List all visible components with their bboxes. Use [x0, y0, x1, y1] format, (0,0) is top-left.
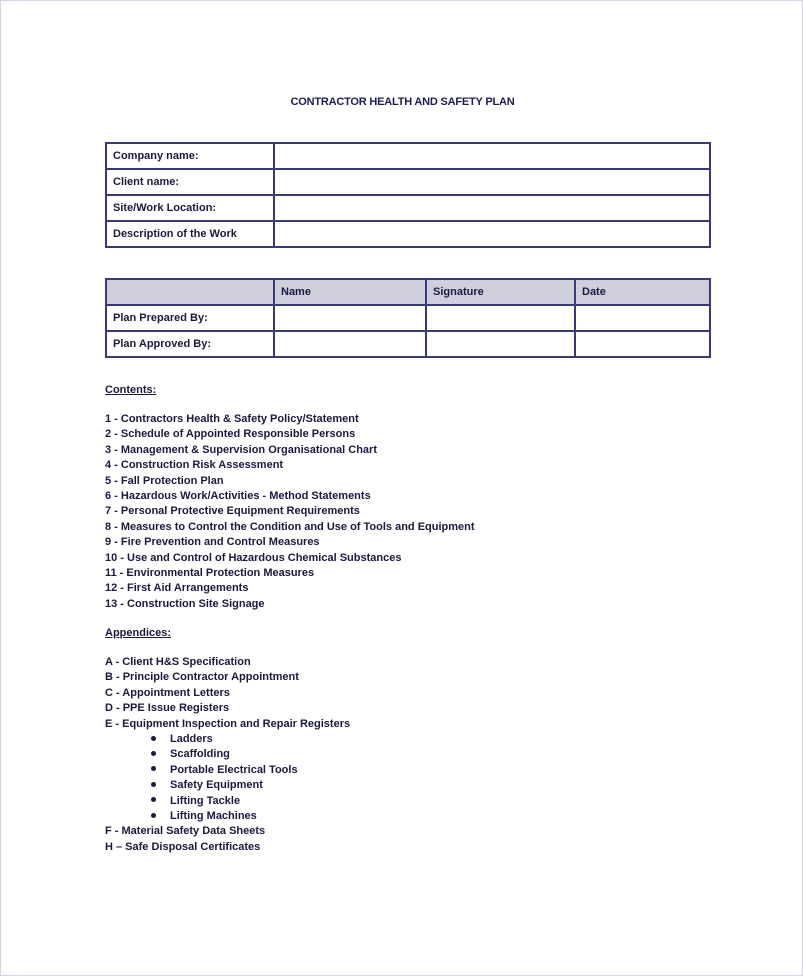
- bullet-icon: [151, 797, 156, 802]
- list-item: 11 - Environmental Protection Measures: [105, 566, 315, 579]
- company-name-label: Company name:: [106, 143, 274, 169]
- appendices-section: [105, 627, 350, 855]
- company-name-field[interactable]: [274, 143, 710, 169]
- sub-item-label: Lifting Tackle: [170, 794, 241, 807]
- contents-list: [105, 412, 475, 612]
- list-item: 3 - Management & Supervision Organisational Chart: [105, 443, 377, 456]
- list-item: A - Client H&S Specification: [105, 656, 251, 668]
- header-name: Name: [274, 279, 426, 305]
- list-item: 6 - Hazardous Work/Activities - Method Statements: [105, 489, 371, 502]
- sub-list-item: [105, 794, 350, 809]
- client-name-field[interactable]: [274, 169, 710, 195]
- header-date: Date: [575, 279, 710, 305]
- table-header-row: [106, 279, 710, 305]
- list-item: 8 - Measures to Control the Condition and Use of Tools and Equipment: [105, 520, 475, 533]
- list-item: B - Principle Contractor Appointment: [105, 671, 299, 684]
- sub-item-label: Lifting Machines: [170, 809, 257, 822]
- bullet-icon: [151, 813, 156, 818]
- list-item: C - Appointment Letters: [105, 686, 230, 699]
- list-item: 10 - Use and Control of Hazardous Chemical Substances: [105, 551, 402, 564]
- approved-by-signature-field[interactable]: [426, 331, 575, 357]
- prepared-by-signature-field[interactable]: [426, 305, 575, 331]
- sub-list-item: [105, 809, 350, 824]
- approved-by-name-field[interactable]: [274, 331, 426, 357]
- list-item: 13 - Construction Site Signage: [105, 597, 265, 610]
- list-item: 5 - Fall Protection Plan: [105, 474, 224, 487]
- list-item: E - Equipment Inspection and Repair Registers: [105, 717, 351, 730]
- list-item: D - PPE Issue Registers: [105, 702, 230, 715]
- client-name-label: Client name:: [106, 169, 274, 195]
- contents-section: [105, 384, 475, 612]
- approval-table: [105, 278, 711, 358]
- site-location-label: Site/Work Location:: [106, 195, 274, 221]
- list-item: 9 - Fire Prevention and Control Measures: [105, 536, 320, 549]
- table-row: [106, 331, 710, 357]
- list-item: 7 - Personal Protective Equipment Requirements: [105, 505, 360, 518]
- list-item: H – Safe Disposal Certificates: [105, 840, 261, 853]
- appendices-list: [105, 655, 350, 855]
- sub-item-label: Scaffolding: [170, 748, 230, 761]
- prepared-by-name-field[interactable]: [274, 305, 426, 331]
- list-item: F - Material Safety Data Sheets: [105, 825, 266, 838]
- sub-list-item: [105, 732, 350, 747]
- contents-heading: Contents:: [105, 384, 157, 396]
- bullet-icon: [151, 782, 156, 787]
- approved-by-date-field[interactable]: [575, 331, 710, 357]
- work-description-label: Description of the Work: [106, 221, 274, 247]
- work-description-field[interactable]: [274, 221, 710, 247]
- table-row: [106, 195, 710, 221]
- bullet-icon: [151, 751, 156, 756]
- table-row: [106, 221, 710, 247]
- document-title: CONTRACTOR HEALTH AND SAFETY PLAN: [290, 96, 515, 108]
- sub-list-item: [105, 763, 350, 778]
- bullet-icon: [151, 736, 156, 741]
- appendices-heading: Appendices:: [105, 627, 172, 639]
- list-item: 1 - Contractors Health & Safety Policy/Statement: [105, 413, 359, 425]
- prepared-by-label: Plan Prepared By:: [106, 305, 274, 331]
- approved-by-label: Plan Approved By:: [106, 331, 274, 357]
- header-signature: Signature: [426, 279, 575, 305]
- sub-list-item: [105, 778, 350, 793]
- table-row: [106, 305, 710, 331]
- list-item: 12 - First Aid Arrangements: [105, 582, 249, 595]
- list-item: 2 - Schedule of Appointed Responsible Persons: [105, 428, 356, 441]
- sub-item-label: Portable Electrical Tools: [170, 763, 298, 776]
- project-info-table: [105, 142, 711, 248]
- bullet-icon: [151, 766, 156, 771]
- header-blank: [106, 279, 274, 305]
- list-item: 4 - Construction Risk Assessment: [105, 459, 284, 472]
- prepared-by-date-field[interactable]: [575, 305, 710, 331]
- sub-list-item: [105, 747, 350, 762]
- site-location-field[interactable]: [274, 195, 710, 221]
- table-row: [106, 169, 710, 195]
- sub-item-label: Ladders: [170, 732, 213, 745]
- table-row: [106, 143, 710, 169]
- sub-item-label: Safety Equipment: [170, 779, 263, 792]
